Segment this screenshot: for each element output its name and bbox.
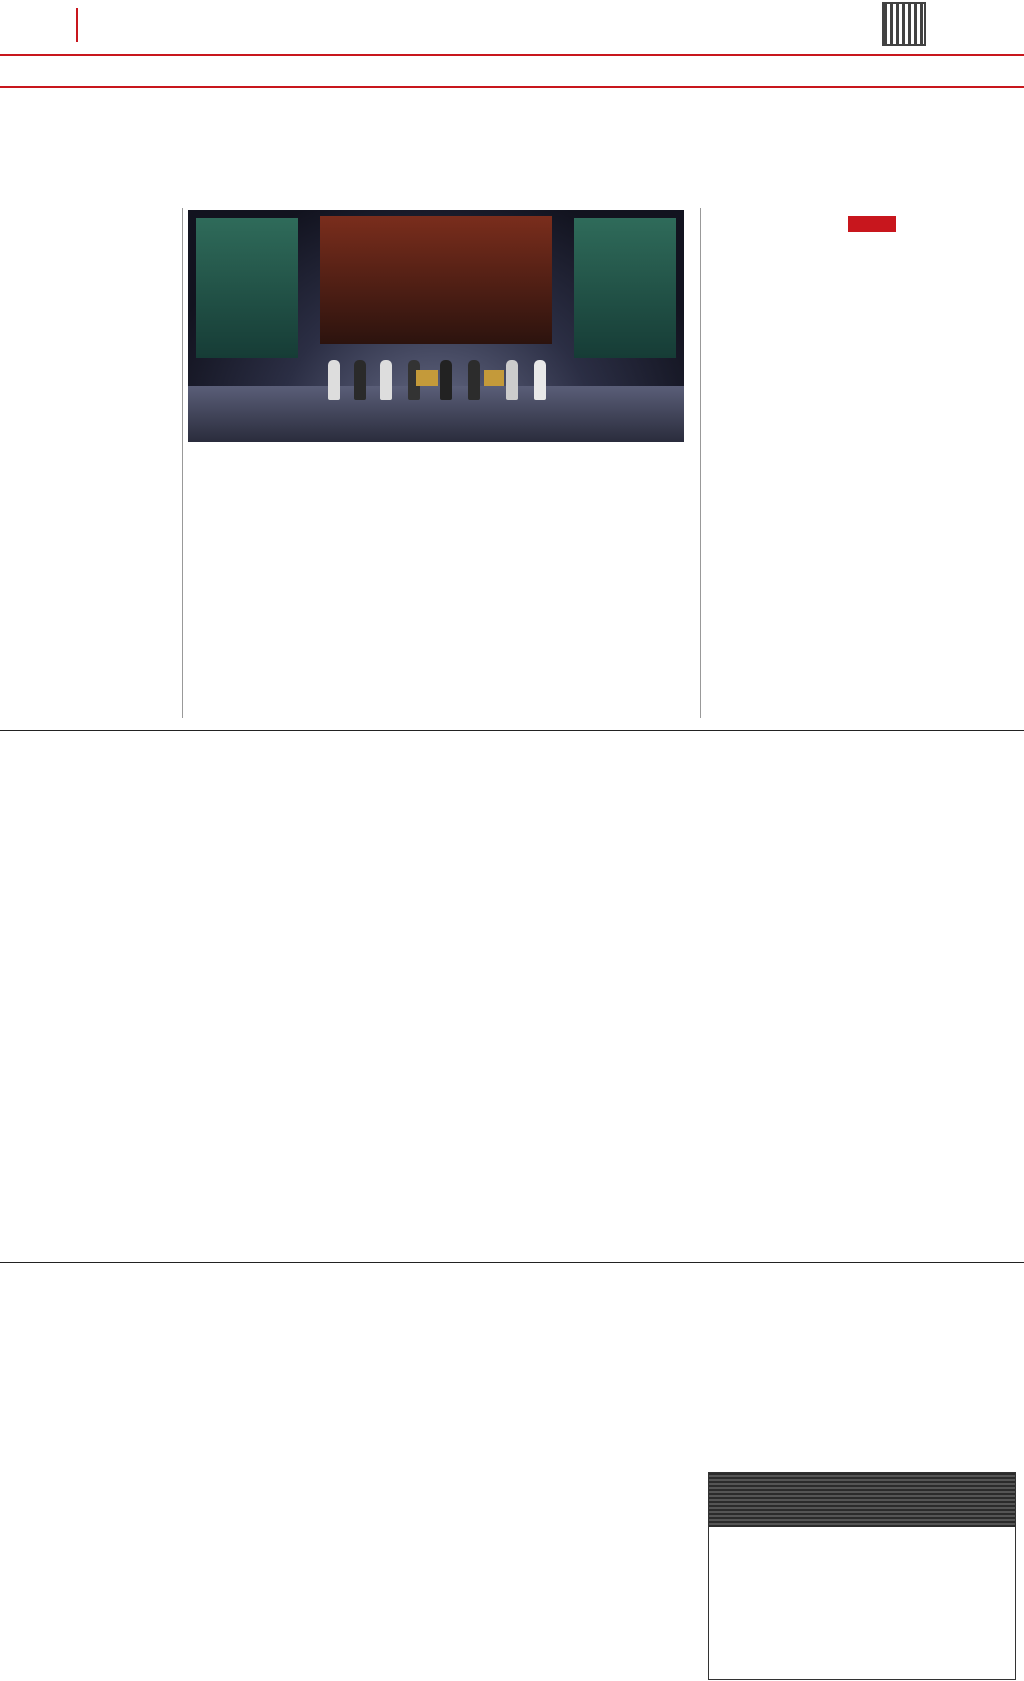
story1-top-rule xyxy=(0,86,1024,88)
commentary-tag xyxy=(848,216,896,232)
photo-person xyxy=(468,360,480,400)
award-plaque xyxy=(416,370,438,386)
story1-column-1 xyxy=(10,208,178,718)
story-divider xyxy=(0,1262,1024,1263)
photo-person xyxy=(380,360,392,400)
story3-column-2 xyxy=(176,1346,332,1680)
story1-column-4 xyxy=(440,476,558,718)
commentary-column-1 xyxy=(716,310,858,718)
page-header xyxy=(0,0,1024,56)
photo-person xyxy=(440,360,452,400)
story3-column-1 xyxy=(8,1346,164,1680)
photo-screen-right xyxy=(574,218,676,358)
story1-column-3 xyxy=(314,476,432,718)
story-divider xyxy=(0,730,1024,731)
photo-person xyxy=(328,360,340,400)
award-plaque xyxy=(484,370,504,386)
commentary-column-2 xyxy=(868,310,1014,718)
photo-screen-center xyxy=(320,216,552,344)
classified-header xyxy=(709,1473,1015,1527)
photo-person xyxy=(534,360,546,400)
story3-column-3 xyxy=(344,1346,500,1680)
photo-person xyxy=(506,360,518,400)
photo-person xyxy=(354,360,366,400)
column-divider xyxy=(700,208,701,718)
story3-column-6 xyxy=(852,1346,1016,1468)
story3-column-4 xyxy=(512,1346,668,1680)
ceremony-photo xyxy=(188,210,684,442)
qr-code-icon xyxy=(882,2,926,46)
header-divider xyxy=(76,8,78,42)
story1-column-2 xyxy=(188,476,306,718)
photo-stage-floor xyxy=(188,386,684,442)
story3-column-5 xyxy=(680,1346,840,1468)
classified-ads-box xyxy=(708,1472,1016,1680)
photo-screen-left xyxy=(196,218,298,358)
column-divider xyxy=(182,208,183,718)
